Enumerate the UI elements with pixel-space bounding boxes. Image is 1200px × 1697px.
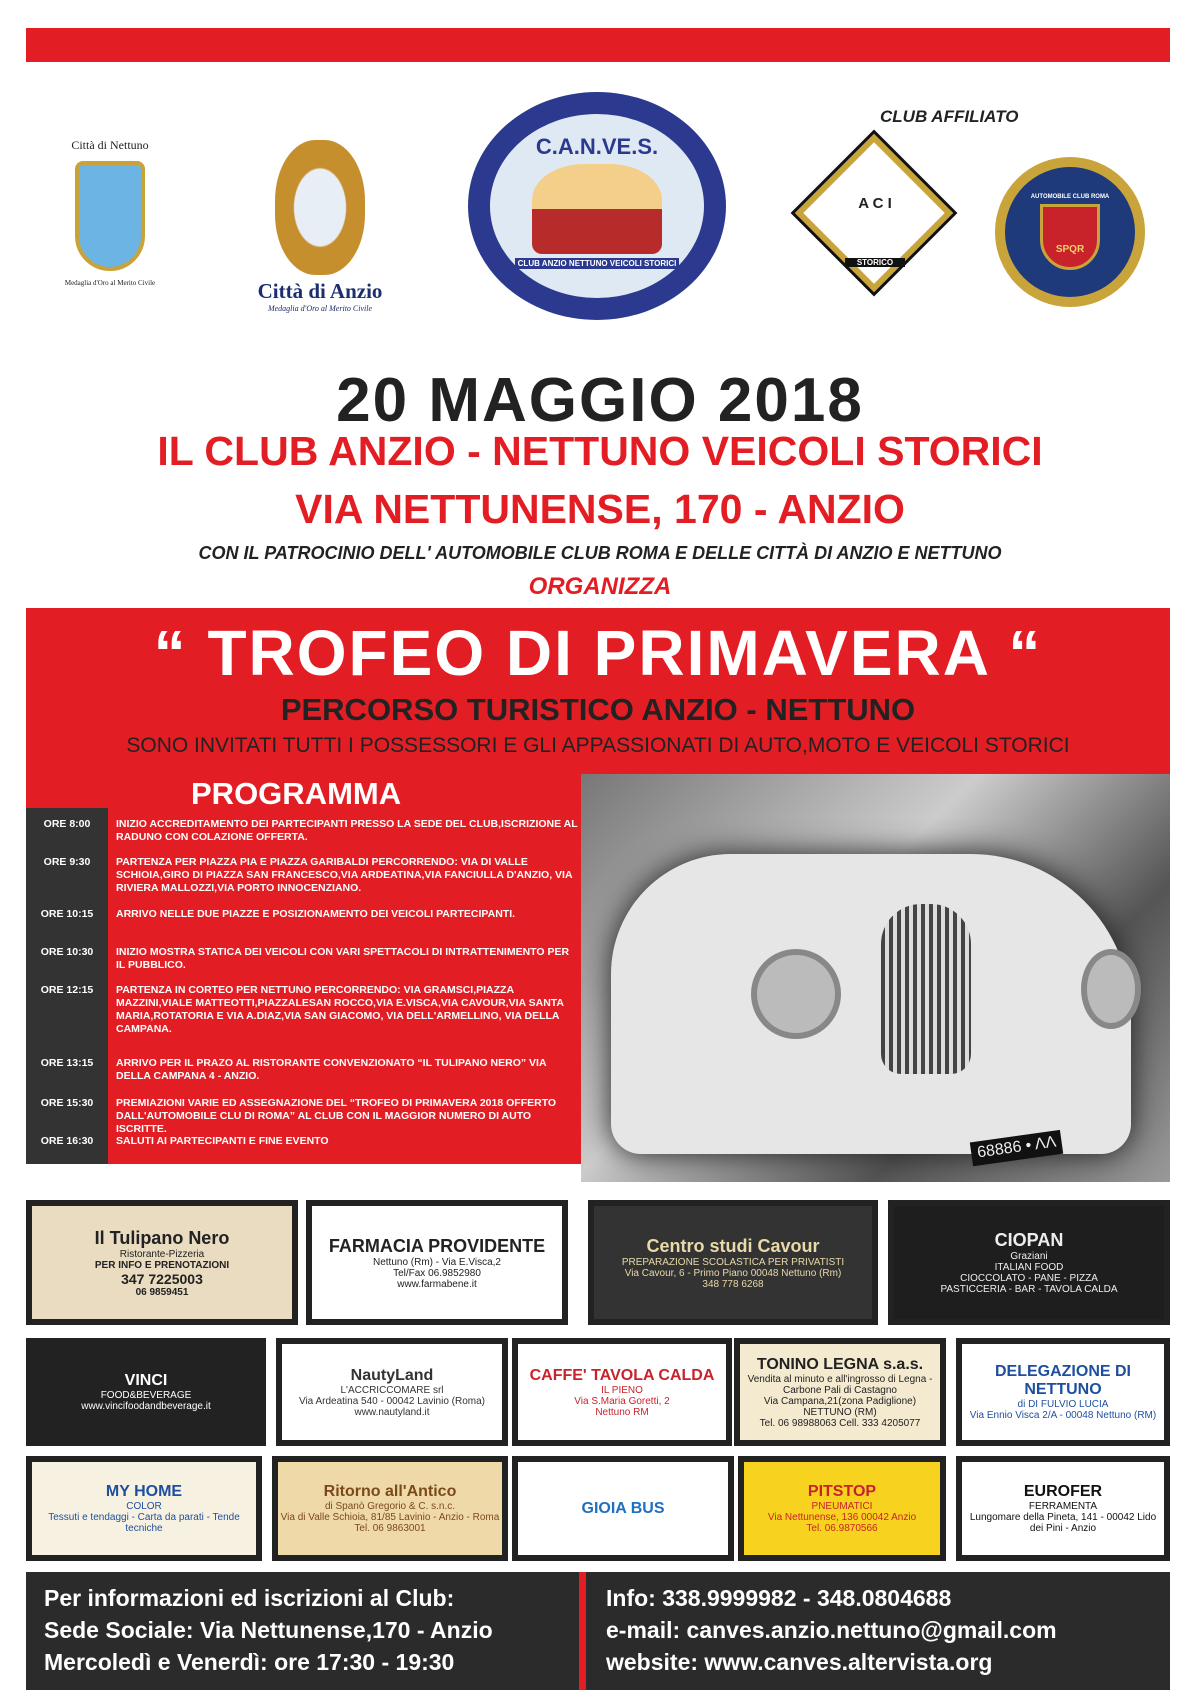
sponsor-line1: PREPARAZIONE SCOLASTICA PER PRIVATISTI [621, 1256, 845, 1268]
program-item [26, 984, 586, 1036]
car-headlight [1081, 949, 1141, 1029]
footer-address: Sede Sociale: Via Nettunense,170 - Anzio [44, 1617, 493, 1643]
top-red-bar [26, 28, 1170, 62]
program-item [26, 856, 586, 895]
sponsor-line1: L'ACCRICCOMARE srl [340, 1384, 444, 1396]
sponsor-name: EUROFER [1023, 1483, 1103, 1500]
sponsor-ad [512, 1456, 734, 1561]
sponsor-line3: CIOCCOLATO - PANE - PIZZA [960, 1273, 1098, 1284]
vintage-car-photo [581, 774, 1170, 1182]
sponsor-line2: Via Ardeatina 540 - 00042 Lavinio (Roma) [298, 1395, 486, 1407]
license-plate: 68886 • ΛΛ [970, 1130, 1064, 1166]
sponsor-name: GIOIA BUS [581, 1499, 665, 1517]
sponsor-line3: Tel. 06.9870566 [806, 1523, 878, 1534]
car-grille [881, 904, 971, 1074]
sponsor-ad [306, 1200, 568, 1325]
sponsor-line3: Tel. 06 9863001 [354, 1523, 426, 1534]
sponsor-line1: IL PIENO [601, 1384, 643, 1396]
sponsor-ad [26, 1338, 266, 1446]
sponsor-line4: 06 9859451 [135, 1286, 189, 1298]
sponsor-line1: Ristorante-Pizzeria [119, 1248, 205, 1260]
sponsor-ad [272, 1456, 508, 1561]
car-headlight [751, 949, 841, 1039]
sponsor-ad [956, 1338, 1170, 1446]
program-description: INIZIO MOSTRA STATICA DEI VEICOLI CON VARI SPETTACOLI DI INTRATTENIMENTO PER IL PUBBLICO. [116, 946, 570, 971]
sponsor-name: Centro studi Cavour [646, 1235, 820, 1256]
sponsor-name: CAFFE' TAVOLA CALDA [529, 1366, 715, 1384]
program-item [26, 1135, 586, 1148]
sponsor-line3: www.nautyland.it [354, 1406, 430, 1418]
program-time: ORE 8:00 [43, 818, 91, 830]
aci-storico-text: STORICO [845, 258, 905, 267]
sponsor-name: Il Tulipano Nero [94, 1227, 230, 1248]
sponsor-line3: Tel. 06 98988063 Cell. 333 4205077 [759, 1417, 921, 1429]
footer-info-heading: Per informazioni ed iscrizioni al Club: [44, 1585, 455, 1611]
sponsor-ad [276, 1338, 508, 1446]
club-address: VIA NETTUNENSE, 170 - ANZIO [295, 486, 905, 532]
sponsor-line1: FOOD&BEVERAGE [100, 1390, 192, 1401]
organizza-label: ORGANIZZA [528, 573, 672, 600]
sponsor-name: DELEGAZIONE DI NETTUNO [994, 1363, 1131, 1398]
sponsor-name: CIOPAN [994, 1230, 1064, 1250]
sponsor-line1: PNEUMATICI [811, 1501, 873, 1512]
program-description: PARTENZA PER PIAZZA PIA E PIAZZA GARIBALDI PERCORRENDO: VIA DI VALLE SCHIOIA,GIRO DI PIAZZA SAN FRANCESCO,VIA ARDEATINA,VIA FANCIULLA D'ANZIO, VIA RIVIERA MALLOZZI,VIA PORTO INNOCENZIANO. [116, 856, 573, 894]
sponsor-line3: 348 778 6268 [702, 1278, 764, 1290]
sponsor-line2: Via Cavour, 6 - Primo Piano 00048 Nettuno (Rm) [624, 1267, 842, 1279]
sponsor-ad [588, 1200, 878, 1325]
nettuno-crest-icon [75, 161, 145, 271]
sponsor-ad [888, 1200, 1170, 1325]
sponsor-ad [734, 1338, 946, 1446]
footer-hours: Mercoledì e Venerdì: ore 17:30 - 19:30 [44, 1649, 455, 1675]
wolf-shield-icon: SPQR [1040, 204, 1100, 270]
event-subtitle: PERCORSO TURISTICO ANZIO - NETTUNO [280, 692, 916, 727]
program-description: INIZIO ACCREDITAMENTO DEI PARTECIPANTI PRESSO LA SEDE DEL CLUB,ISCRIZIONE AL RADUNO CON COLAZIONE OFFERTA. [116, 818, 578, 843]
sponsor-ad [956, 1456, 1170, 1561]
sponsor-line2: www.vincifoodandbeverage.it [81, 1401, 211, 1412]
sponsor-line2: Tel/Fax 06.9852980 [393, 1267, 481, 1279]
program-item [26, 946, 586, 972]
sponsor-line3: www.farmabene.it [397, 1278, 477, 1290]
canves-logo: C.A.N.VE.S. CLUB ANZIO NETTUNO VEICOLI STORICI [468, 92, 726, 320]
footer-email[interactable]: e-mail: canves.anzio.nettuno@gmail.com [606, 1617, 1057, 1643]
sponsor-line2: Via Campana,21(zona Padiglione) NETTUNO (RM) [763, 1395, 917, 1418]
program-description: PARTENZA IN CORTEO PER NETTUNO PERCORRENDO: VIA GRAMSCI,PIAZZA MAZZINI,VIALE MATTEOTTI,PIAZZALESAN ROCCO,VIA E.VISCA,VIA CAVOUR,VIA SANTA MARIA,ROTATORIA E VIA A.DIAZ,VIA SAN GIACOMO, VIA DELL'ARMELLINO, VIA DELLA CAMPANA. [116, 984, 564, 1035]
footer-info [26, 1572, 1170, 1690]
program-time: ORE 13:15 [40, 1057, 94, 1069]
event-invite: SONO INVITATI TUTTI I POSSESSORI E GLI APPASSIONATI DI AUTO,MOTO E VEICOLI STORICI [126, 734, 1070, 757]
automobile-club-roma-logo: AUTOMOBILE CLUB ROMA SPQR [995, 157, 1145, 307]
program-time: ORE 15:30 [40, 1097, 94, 1109]
sponsor-line2: Via Nettunense, 136 00042 Anzio [767, 1512, 917, 1523]
sponsor-line1: FERRAMENTA [1028, 1501, 1098, 1512]
aci-letters: A C I [858, 195, 892, 212]
sponsor-line1: Graziani [1010, 1251, 1048, 1262]
program-item [26, 1097, 586, 1136]
sponsor-line2: Via S.Maria Goretti, 2 [574, 1395, 670, 1407]
sponsor-ad [738, 1456, 946, 1561]
sponsor-name: VINCI [124, 1372, 168, 1389]
program-time: ORE 16:30 [40, 1135, 94, 1147]
footer-divider [579, 1572, 586, 1690]
sponsor-line1: di Spanò Gregorio & C. s.n.c. [324, 1501, 456, 1512]
event-date: 20 MAGGIO 2018 [336, 366, 864, 435]
program-description: ARRIVO PER IL PRAZO AL RISTORANTE CONVENZIONATO “IL TULIPANO NERO” VIA DELLA CAMPANA 4 - ANZIO. [116, 1057, 547, 1082]
event-name: “ TROFEO DI PRIMAVERA “ [153, 617, 1043, 689]
program-description: PREMIAZIONI VARIE ED ASSEGNAZIONE DEL “TROFEO DI PRIMAVERA 2018 OFFERTO DALL'AUTOMOBILE CLU DI ROMA” AL CLUB CON IL MAGGIOR NUMERO DI AUTO ISCRITTE. [116, 1097, 557, 1135]
sponsor-name: MY HOME [105, 1483, 183, 1500]
sponsor-name: FARMACIA PROVIDENTE [328, 1235, 546, 1256]
footer-website[interactable]: website: www.canves.altervista.org [606, 1649, 993, 1675]
program-time: ORE 9:30 [43, 856, 91, 868]
sponsor-name: PITSTOP [807, 1483, 877, 1500]
program-item [26, 818, 586, 844]
sponsor-line2: Via di Valle Schioia, 81/85 Lavinio - Anzio - Roma [280, 1512, 500, 1523]
sponsor-line1: Vendita al minuto e all'ingrosso di Legna - Carbone Pali di Castagno [747, 1373, 933, 1396]
footer-phone: Info: 338.9999982 - 348.0804688 [606, 1585, 952, 1611]
sponsor-name: NautyLand [350, 1366, 434, 1384]
aci-storico-logo [795, 134, 953, 292]
sponsor-line2: PER INFO E PRENOTAZIONI [94, 1259, 230, 1271]
patronage-text: CON IL PATROCINIO DELL' AUTOMOBILE CLUB ROMA E DELLE CITTÀ DI ANZIO E NETTUNO [198, 543, 1002, 563]
sponsor-line2: Tessuti e tendaggi - Carta da parati - Tende tecniche [48, 1512, 240, 1534]
sponsor-line1: Nettuno (Rm) - Via E.Visca,2 [372, 1256, 501, 1268]
car-body [611, 854, 1131, 1154]
sponsor-line3: Nettuno RM [595, 1406, 649, 1418]
sponsor-line2: Via Ennio Visca 2/A - 00048 Nettuno (RM) [969, 1410, 1157, 1421]
program-time: ORE 10:30 [40, 946, 94, 958]
sponsor-line2: ITALIAN FOOD [994, 1262, 1064, 1273]
program-time: ORE 10:15 [40, 908, 94, 920]
sponsor-line1: di DI FULVIO LUCIA [1017, 1399, 1109, 1410]
sponsor-line4: PASTICCERIA - BAR - TAVOLA CALDA [940, 1284, 1118, 1295]
sponsor-ad [26, 1456, 262, 1561]
children-car-icon [532, 164, 662, 254]
event-banner [26, 608, 1170, 774]
sponsor-ad [512, 1338, 732, 1446]
program-time: ORE 12:15 [40, 984, 94, 996]
sponsor-line2: Lungomare della Pineta, 141 - 00042 Lido dei Pini - Anzio [969, 1512, 1157, 1534]
sponsor-name: TONINO LEGNA s.a.s. [756, 1355, 924, 1373]
anzio-logo: Città di Anzio Medaglia d'Oro al Merito Civile [235, 140, 405, 313]
program-title: PROGRAMMA [191, 776, 402, 811]
program-item [26, 908, 586, 921]
program-item [26, 1057, 586, 1083]
club-affiliato-label: CLUB AFFILIATO [880, 107, 1019, 126]
sponsor-name: Ritorno all'Antico [323, 1483, 457, 1500]
program-description: ARRIVO NELLE DUE PIAZZE E POSIZIONAMENTO DEI VEICOLI PARTECIPANTI. [116, 908, 516, 920]
sponsor-line3: 347 7225003 [121, 1270, 203, 1287]
anzio-crest-icon [275, 140, 365, 275]
club-name: IL CLUB ANZIO - NETTUNO VEICOLI STORICI [157, 428, 1043, 474]
sponsor-line1: COLOR [126, 1501, 162, 1512]
program-description: SALUTI AI PARTECIPANTI E FINE EVENTO [116, 1135, 329, 1147]
sponsor-ad [26, 1200, 298, 1325]
nettuno-logo: Città di Nettuno Medaglia d'Oro al Merito Civile [64, 138, 156, 287]
